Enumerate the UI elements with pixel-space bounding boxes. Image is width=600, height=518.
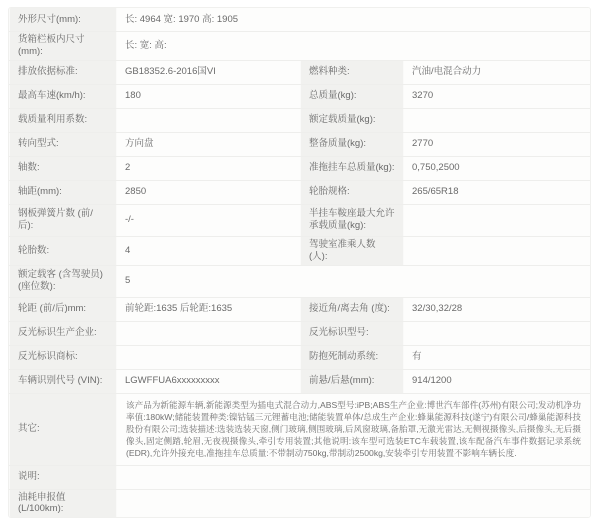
spec-value (404, 109, 590, 132)
spec-label: 其它: (9, 394, 117, 465)
spec-label: 准拖挂车总质量(kg): (300, 157, 404, 180)
spec-value: -/- (117, 205, 300, 236)
spec-label: 燃料种类: (300, 61, 404, 84)
spec-value (404, 322, 590, 345)
spec-value (117, 322, 300, 345)
spec-label: 反光标识生产企业: (9, 322, 117, 345)
table-row (9, 181, 590, 205)
spec-value: 265/65R18 (404, 181, 590, 204)
table-row (9, 32, 590, 61)
spec-label: 轮胎规格: (300, 181, 404, 204)
spec-label: 反光标识型号: (300, 322, 404, 345)
spec-label: 总质量(kg): (300, 85, 404, 108)
spec-value: 长: 宽: 高: (117, 32, 590, 60)
table-row (9, 298, 590, 322)
spec-label: 半挂车鞍座最大允许承载质量(kg): (300, 205, 404, 236)
table-row (9, 157, 590, 181)
spec-value: 3270 (404, 85, 590, 108)
spec-label: 钢板弹簧片数 (前/后): (9, 205, 117, 236)
spec-value: 4 (117, 237, 300, 265)
spec-value: 汽油/电混合动力 (404, 61, 590, 84)
table-row (9, 490, 590, 518)
spec-label: 轮胎数: (9, 237, 117, 265)
table-row (9, 237, 590, 266)
table-row (9, 205, 590, 237)
spec-value (117, 346, 300, 369)
spec-value: 方向盘 (117, 133, 300, 156)
spec-label: 说明: (9, 466, 117, 489)
spec-label: 排放依据标准: (9, 61, 117, 84)
spec-value (404, 205, 590, 236)
spec-value (404, 237, 590, 265)
spec-value: 2770 (404, 133, 590, 156)
table-row (9, 61, 590, 85)
spec-value: 2850 (117, 181, 300, 204)
spec-label: 轮距 (前/后)mm: (9, 298, 117, 321)
spec-label: 转向型式: (9, 133, 117, 156)
spec-value: 2 (117, 157, 300, 180)
spec-value: 32/30,32/28 (404, 298, 590, 321)
spec-value (117, 466, 590, 489)
table-row (9, 322, 590, 346)
spec-label: 额定载客 (含驾驶员) (座位数): (9, 266, 117, 297)
spec-value: 5 (117, 266, 590, 297)
spec-label: 接近角/离去角 (度): (300, 298, 404, 321)
table-row (9, 85, 590, 109)
spec-value: LGWFFUA6xxxxxxxxx (117, 370, 300, 393)
spec-label: 最高车速(km/h): (9, 85, 117, 108)
spec-value: 180 (117, 85, 300, 108)
spec-value (117, 109, 300, 132)
spec-label: 油耗申报值(L/100km): (9, 490, 117, 518)
spec-label: 额定载质量(kg): (300, 109, 404, 132)
spec-value: 914/1200 (404, 370, 590, 393)
spec-label: 轴距(mm): (9, 181, 117, 204)
spec-label: 驾驶室准乘人数 (人): (300, 237, 404, 265)
table-row (9, 466, 590, 490)
spec-label: 前悬/后悬(mm): (300, 370, 404, 393)
spec-label: 防抱死制动系统: (300, 346, 404, 369)
spec-value: 该产品为新能源车辆,新能源类型为插电式混合动力,ABS型号:iPB;ABS生产企业:博世汽车部件(苏州)有限公司;发动机净功率值:180kW;储能装置种类:镍钴锰三元锂蓄电池;储能装置单体/总成生产企业:蜂巢能源科技(遂宁)有限公司/蜂巢能源科技股份有限公司;选装描述:选装选装天窗,侧门玻璃,侧围玻璃,后风窗玻璃,备胎罩,无激光雷达,无侧视摄像头,后摄像头,无后摄像头,固定侧踏,轮眉,无夜视摄像头,牵引专用装置;其他说明:该车型可选装ETC车载装置,该车配备汽车事件数据记录系统(EDR),允许外接充电,准拖挂车总质量:不带制动750kg,带制动2500kg,安装牵引专用装置不影响车辆长度. (117, 394, 590, 465)
spec-label: 货箱栏板内尺寸(mm): (9, 32, 117, 60)
table-row (9, 346, 590, 370)
spec-label: 车辆识别代号 (VIN): (9, 370, 117, 393)
spec-label: 载质量利用系数: (9, 109, 117, 132)
spec-label: 轴数: (9, 157, 117, 180)
spec-label: 外形尺寸(mm): (9, 8, 117, 31)
table-row (9, 8, 590, 32)
table-row (9, 109, 590, 133)
spec-value: 前轮距:1635 后轮距:1635 (117, 298, 300, 321)
spec-label: 反光标识商标: (9, 346, 117, 369)
spec-value: 有 (404, 346, 590, 369)
table-row (9, 133, 590, 157)
table-row (9, 394, 590, 466)
spec-value (117, 490, 590, 518)
table-row (9, 266, 590, 298)
spec-value: 长: 4964 宽: 1970 高: 1905 (117, 8, 590, 31)
spec-value: GB18352.6-2016国VI (117, 61, 300, 84)
spec-label: 整备质量(kg): (300, 133, 404, 156)
vehicle-spec-table (8, 7, 591, 518)
table-row (9, 370, 590, 394)
spec-value: 0,750,2500 (404, 157, 590, 180)
